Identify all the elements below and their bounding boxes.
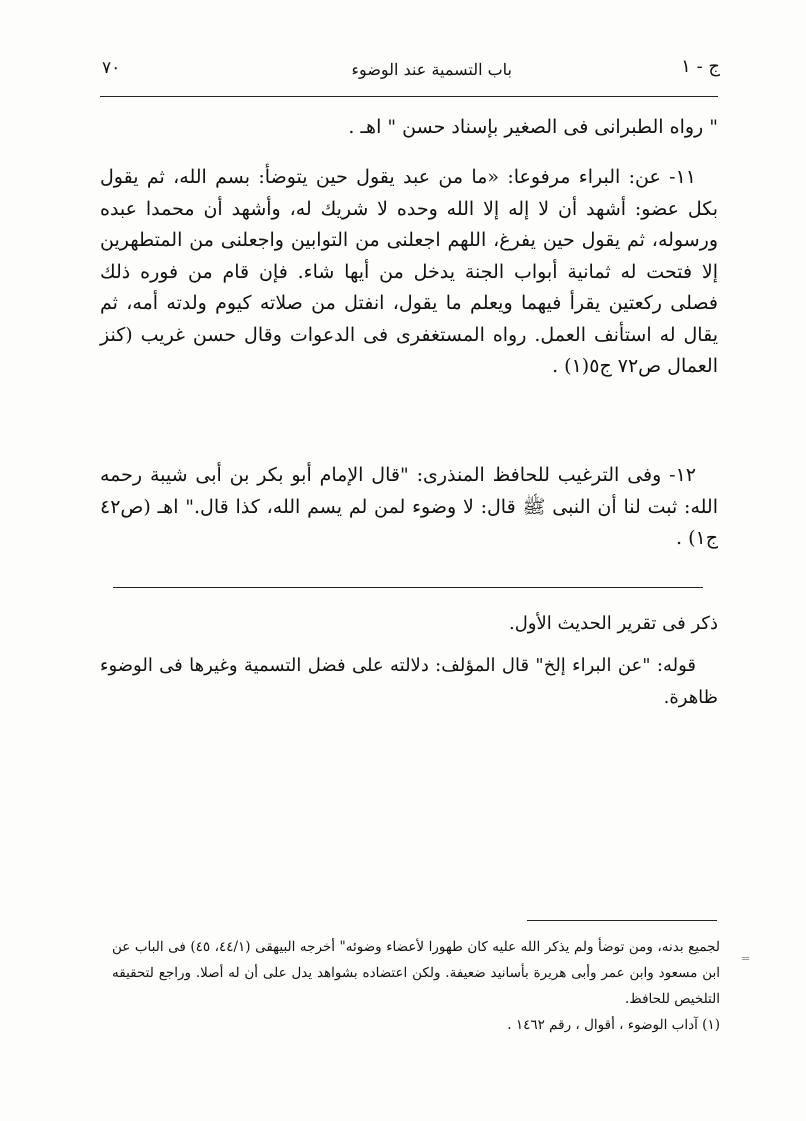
chapter-title: باب التسمية عند الوضوء <box>351 60 512 79</box>
footnote-1: (١) آداب الوضوء ، أقوال ، رقم ١٤٦٢ . <box>507 1017 720 1033</box>
hadith-11-text: ١١- عن: البراء مرفوعا: «ما من عبد يقول حين يتوضأ: بسم الله، ثم يقول بكل عضو: أشهد أن لا إله إلا الله وحده لا شريك له، وأشهد أن محمدا عبده ورسوله، ثم يقول حين يفرغ، اللهم اجعلنى من التوابين واجعلنى من المتطهرين إلا فتحت له ثمانية أبواب الجنة يدخل من أيها شاء. فإن قام من فوره ذلك فصلى ركعتين يقرأ فيهما ويعلم ما يقول، انفتل من صلاته كيوم ولدته أمه، ثم يقال له استأنف العمل. رواه المستغفرى فى الدعوات وقال حسن غريب (كنز العمال ص٧٢ ج٥(١) . <box>100 166 718 377</box>
commentary-heading <box>100 608 718 640</box>
section-divider <box>113 587 703 588</box>
margin-mark: = <box>741 952 751 965</box>
commentary-heading-text: ذكر فى تقرير الحديث الأول. <box>509 613 718 634</box>
footnote-main: لجميع بدنه، ومن توضأ ولم يذكر الله عليه كان طهورا لأعضاء وضوئه" أخرجه البيهقى (٤٤/١، ٤٥) فى الباب عن ابن مسعود وابن عمر وأبى هريرة بأسانيد ضعيفة. ولكن اعتضاده بشواهد يدل على أن له أصلا. وراجع لتحقيقه التلخيص للحافظ. <box>112 939 721 1007</box>
hadith-12-paragraph <box>100 460 718 555</box>
commentary-text: قوله: "عن البراء إلخ" قال المؤلف: دلالته على فضل التسمية وغيرها فى الوضوء ظاهرة. <box>100 655 718 708</box>
hadith-11-paragraph <box>100 162 718 383</box>
commentary-paragraph <box>100 650 718 714</box>
hadith-12-text: ١٢- وفى الترغيب للحافظ المنذرى: "قال الإمام أبو بكر بن أبى شيبة رحمه الله: ثبت لنا أن النبى ﷺ قال: لا وضوء لمن لم يسم الله، كذا قال." اهـ (ص٤٢ ج١) . <box>100 464 718 549</box>
volume-label: ج - ١ <box>681 56 720 77</box>
header-rule <box>100 96 718 97</box>
footnote-rule <box>527 920 717 921</box>
continuation-text: " رواه الطبرانى فى الصغير بإسناد حسن " اهـ . <box>348 116 718 138</box>
continuation-paragraph <box>100 112 718 144</box>
running-header <box>100 56 722 88</box>
footnotes <box>112 934 720 1038</box>
page-number: ٧٠ <box>102 58 121 78</box>
